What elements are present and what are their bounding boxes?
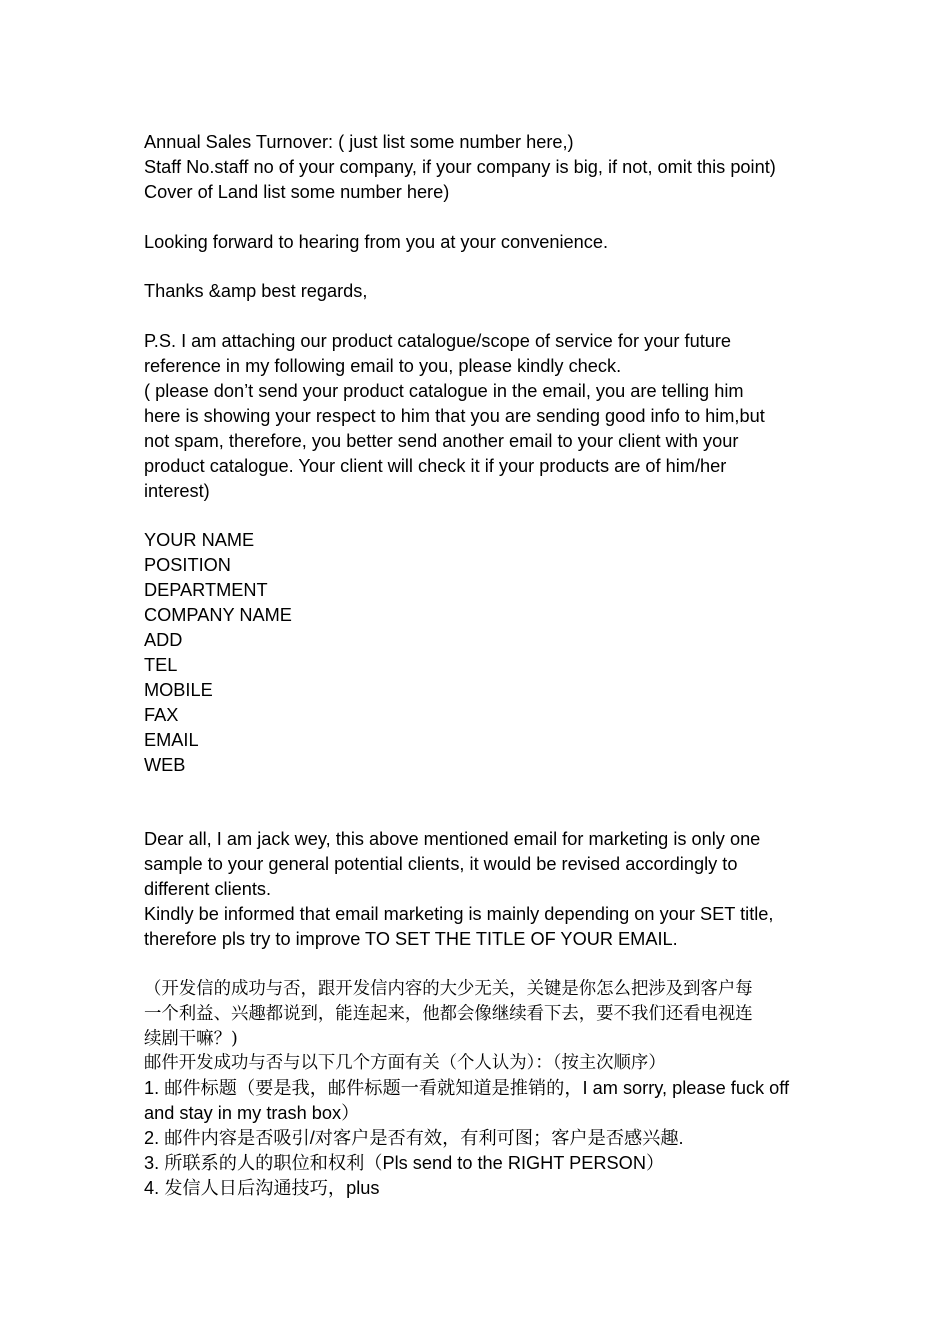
signature-address: ADD <box>144 630 183 651</box>
signature-department: DEPARTMENT <box>144 580 268 601</box>
signature-name: YOUR NAME <box>144 530 255 551</box>
signature-position: POSITION <box>144 555 231 576</box>
signature-block <box>144 528 824 777</box>
signature-email: EMAIL <box>144 729 199 750</box>
signature-web: WEB <box>144 754 186 775</box>
staff-number-line: Staff No.staff no of your company, if your company is big, if not, omit this point) <box>144 156 776 177</box>
note-line: here is showing your respect to him that you are sending good info to him,but <box>144 405 765 426</box>
numbered-list <box>144 1076 824 1201</box>
signature-mobile: MOBILE <box>144 679 213 700</box>
spacer <box>144 304 824 329</box>
list-item: 4. 发信人日后沟通技巧，plus <box>144 1177 380 1198</box>
chinese-note-line: 一个利益、兴趣都说到，能连起来，他都会像继续看下去，要不我们还看电视连 <box>144 1003 753 1024</box>
dear-all-line: Dear all, I am jack wey, this above mentioned email for marketing is only one <box>144 829 761 850</box>
dear-all-line: different clients. <box>144 879 272 900</box>
ps-line: reference in my following email to you, please kindly check. <box>144 356 622 377</box>
document-body <box>144 130 824 1201</box>
note-line: not spam, therefore, you better send another email to your client with your <box>144 430 739 451</box>
spacer <box>144 504 824 529</box>
postscript-block <box>144 329 824 503</box>
note-line: ( please don’t send your product catalogue in the email, you are telling him <box>144 381 744 402</box>
annual-sales-line: Annual Sales Turnover: ( just list some number here,) <box>144 132 574 152</box>
note-line: interest) <box>144 480 210 501</box>
dear-all-line: therefore pls try to improve TO SET THE TITLE OF YOUR EMAIL. <box>144 928 678 949</box>
spacer <box>144 255 824 280</box>
dear-all-block <box>144 827 824 952</box>
company-info-block <box>144 130 824 205</box>
signature-fax: FAX <box>144 704 179 725</box>
signature-tel: TEL <box>144 654 178 675</box>
dear-all-line: Kindly be informed that email marketing is mainly depending on your SET title, <box>144 904 774 925</box>
chinese-note-line: 续剧干嘛？) <box>144 1028 238 1049</box>
list-item: 2. 邮件内容是否吸引/对客户是否有效，有利可图；客户是否感兴趣. <box>144 1128 684 1149</box>
list-item-continuation: and stay in my trash box） <box>144 1103 360 1124</box>
chinese-note-line: （开发信的成功与否，跟开发信内容的大少无关，关键是你怎么把涉及到客户每 <box>144 978 753 999</box>
signature-company: COMPANY NAME <box>144 605 292 626</box>
ps-line: P.S. I am attaching our product catalogue/scope of service for your future <box>144 331 732 352</box>
closing-line: Thanks &amp best regards, <box>144 281 368 302</box>
chinese-note-block <box>144 977 824 1077</box>
spacer <box>144 205 824 230</box>
list-item: 3. 所联系的人的职位和权利（Pls send to the RIGHT PERSON） <box>144 1153 665 1174</box>
spacer <box>144 952 824 977</box>
looking-forward-line: Looking forward to hearing from you at your convenience. <box>144 231 609 252</box>
list-item: 1. 邮件标题（要是我，邮件标题一看就知道是推销的，I am sorry, please fuck off <box>144 1078 790 1099</box>
dear-all-line: sample to your general potential clients, it would be revised accordingly to <box>144 854 738 875</box>
note-line: product catalogue. Your client will check it if your products are of him/her <box>144 455 727 476</box>
spacer <box>144 778 824 828</box>
cover-of-land-line: Cover of Land list some number here) <box>144 181 450 202</box>
chinese-note-line: 邮件开发成功与否与以下几个方面有关（个人认为）：（按主次顺序） <box>144 1053 666 1074</box>
